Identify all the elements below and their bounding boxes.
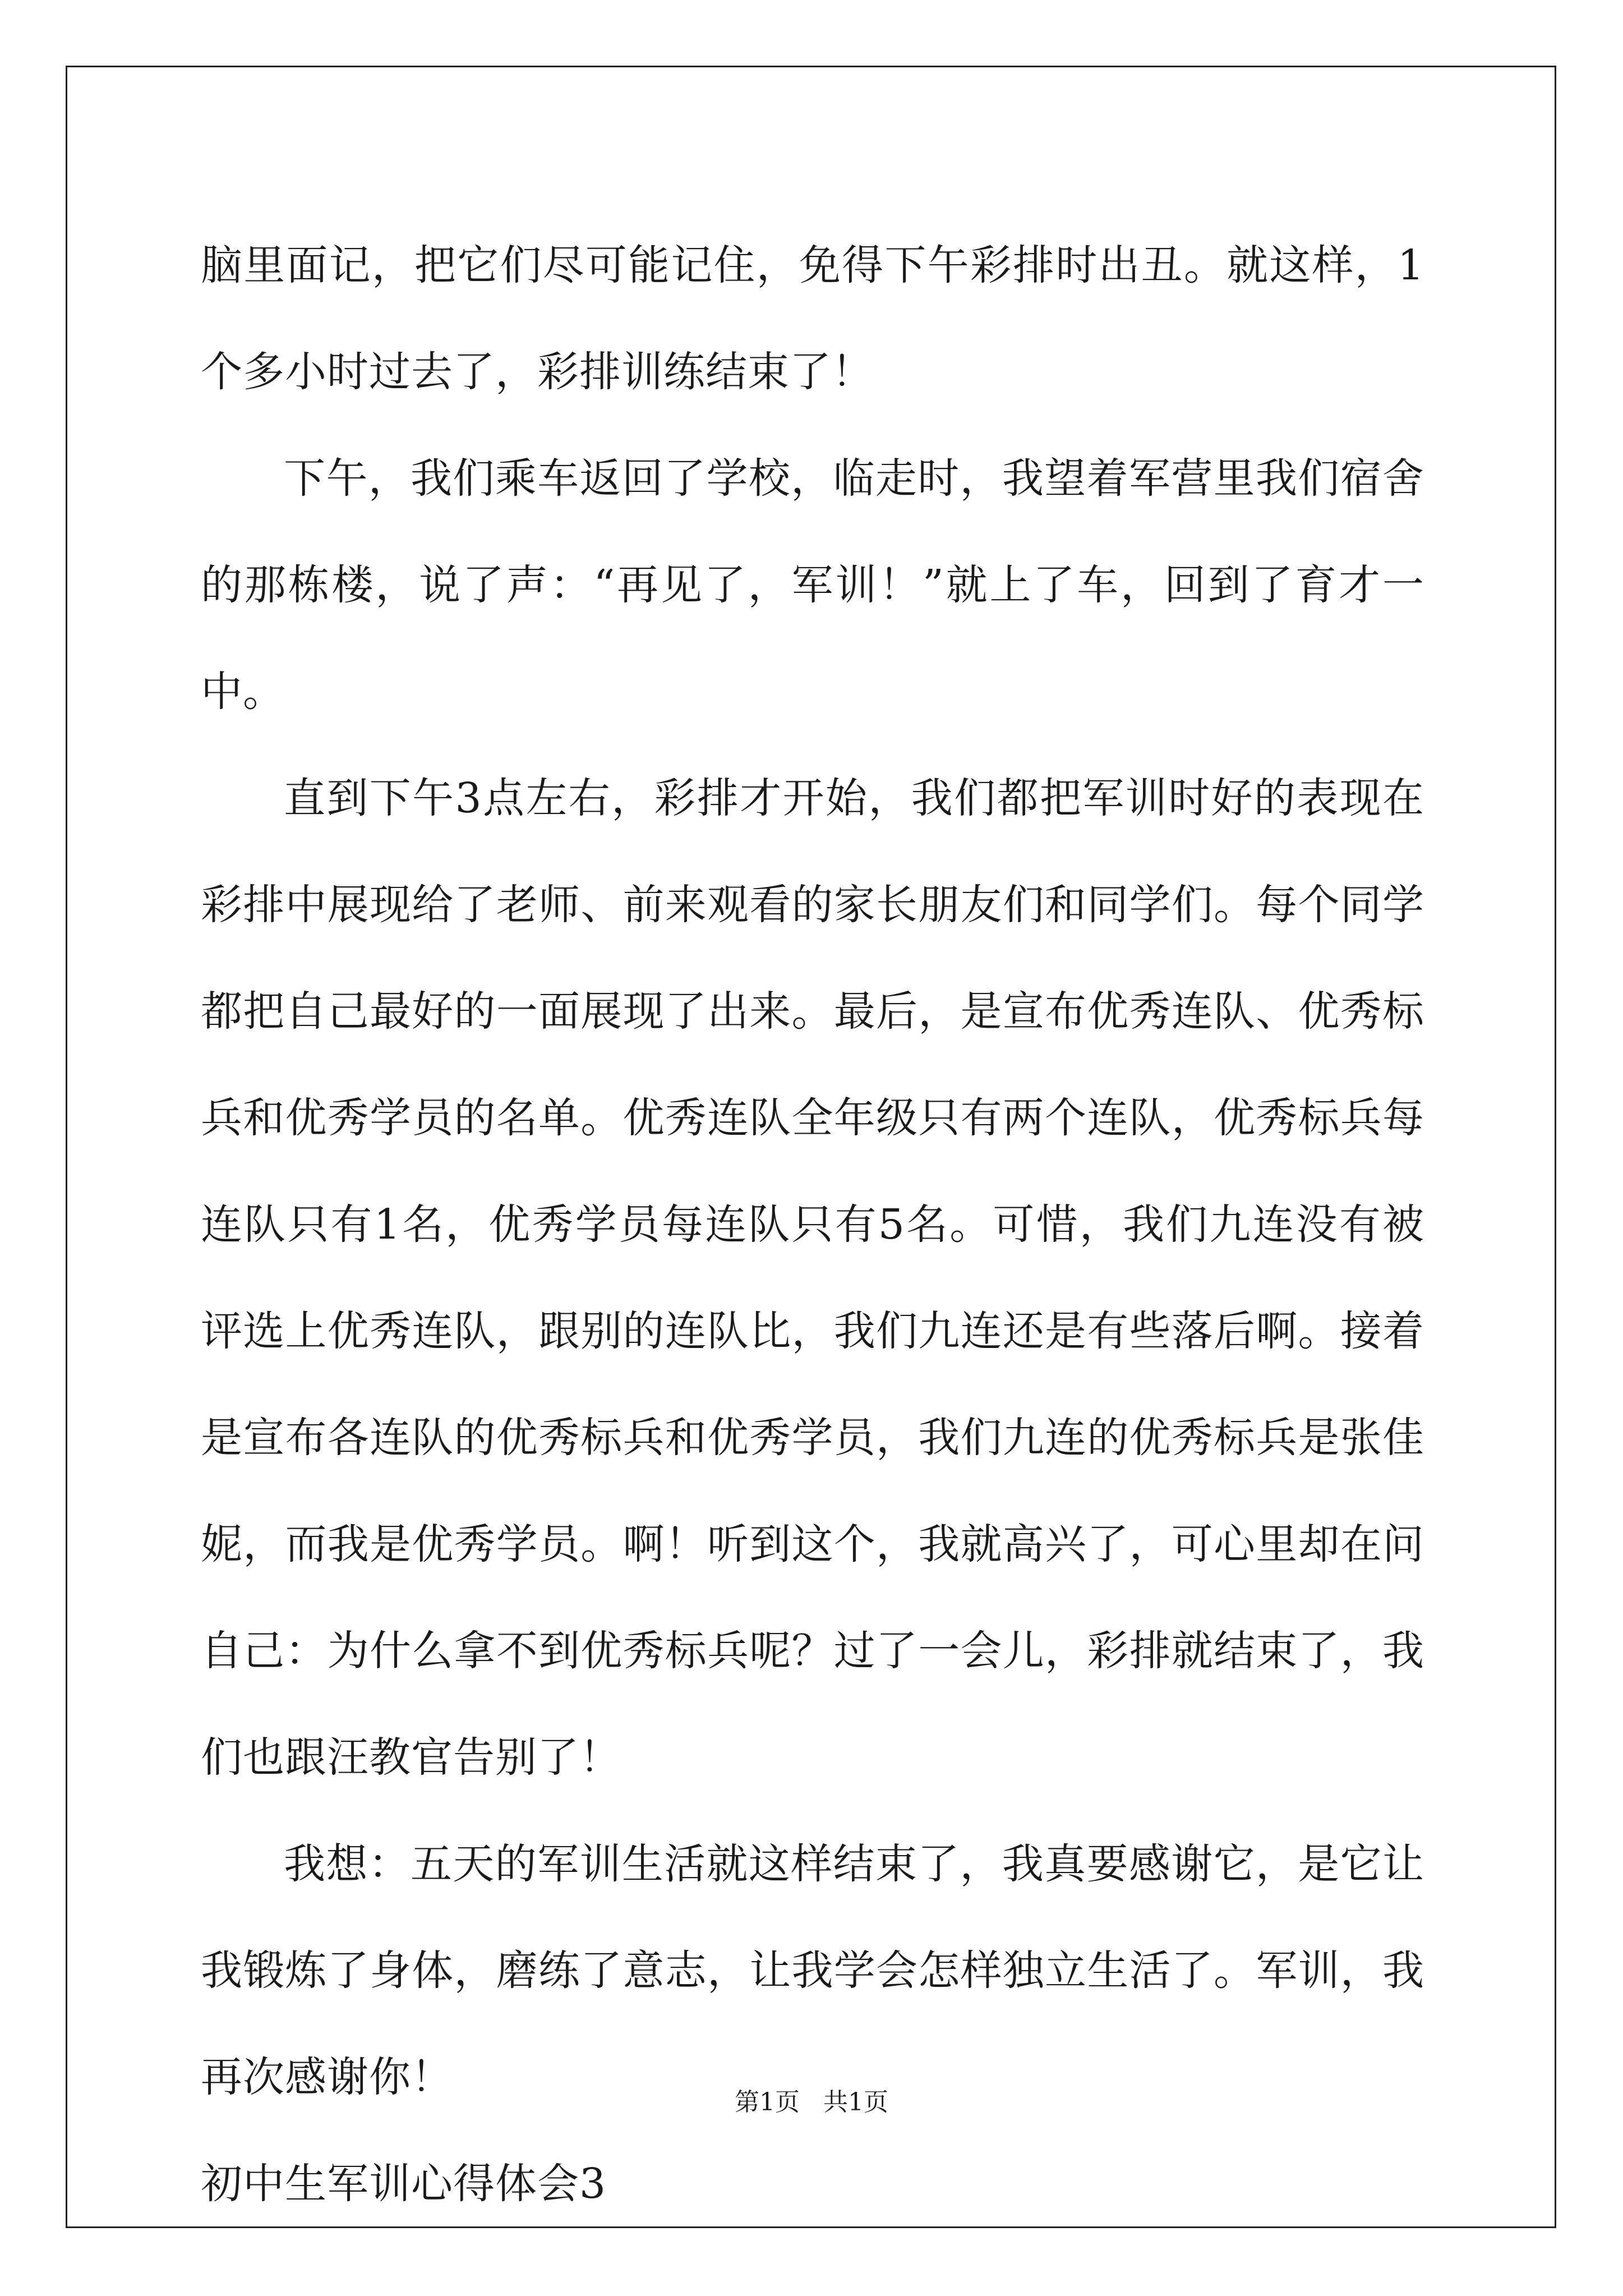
page-total: 共1页 bbox=[823, 2088, 888, 2116]
paragraph-4: 我想：五天的军训生活就这样结束了，我真要感谢它，是它让我锻炼了身体，磨练了意志，让我学会怎样独立生活了。军训，我再次感谢你！ bbox=[201, 1840, 1424, 2101]
document-body bbox=[201, 212, 1424, 2237]
page-footer bbox=[0, 2086, 1623, 2119]
paragraph-3: 直到下午3点左右，彩排才开始，我们都把军训时好的表现在彩排中展现给了老师、前来观看的家长朋友们和同学们。每个同学都把自己最好的一面展现了出来。最后，是宣布优秀连队、优秀标兵和优秀学员的名单。优秀连队全年级只有两个连队，优秀标兵每连队只有1名，优秀学员每连队只有5名。可惜，我们九连没有被评选上优秀连队，跟别的连队比，我们九连还是有些落后啊。接着是宣布各连队的优秀标兵和优秀学员，我们九连的优秀标兵是张佳妮，而我是优秀学员。啊！听到这个，我就高兴了，可心里却在问自己：为什么拿不到优秀标兵呢？过了一会儿，彩排就结束了，我们也跟汪教官告别了！ bbox=[201, 774, 1424, 1782]
paragraph-1: 脑里面记，把它们尽可能记住，免得下午彩排时出丑。就这样，1个多小时过去了，彩排训练结束了！ bbox=[201, 241, 1424, 396]
page-number: 第1页 bbox=[735, 2088, 800, 2116]
paragraph-2: 下午，我们乘车返回了学校，临走时，我望着军营里我们宿舍的那栋楼，说了声：“再见了，军训！”就上了车，回到了育才一中。 bbox=[201, 454, 1424, 716]
section-heading: 初中生军训心得体会3 bbox=[201, 2160, 607, 2208]
